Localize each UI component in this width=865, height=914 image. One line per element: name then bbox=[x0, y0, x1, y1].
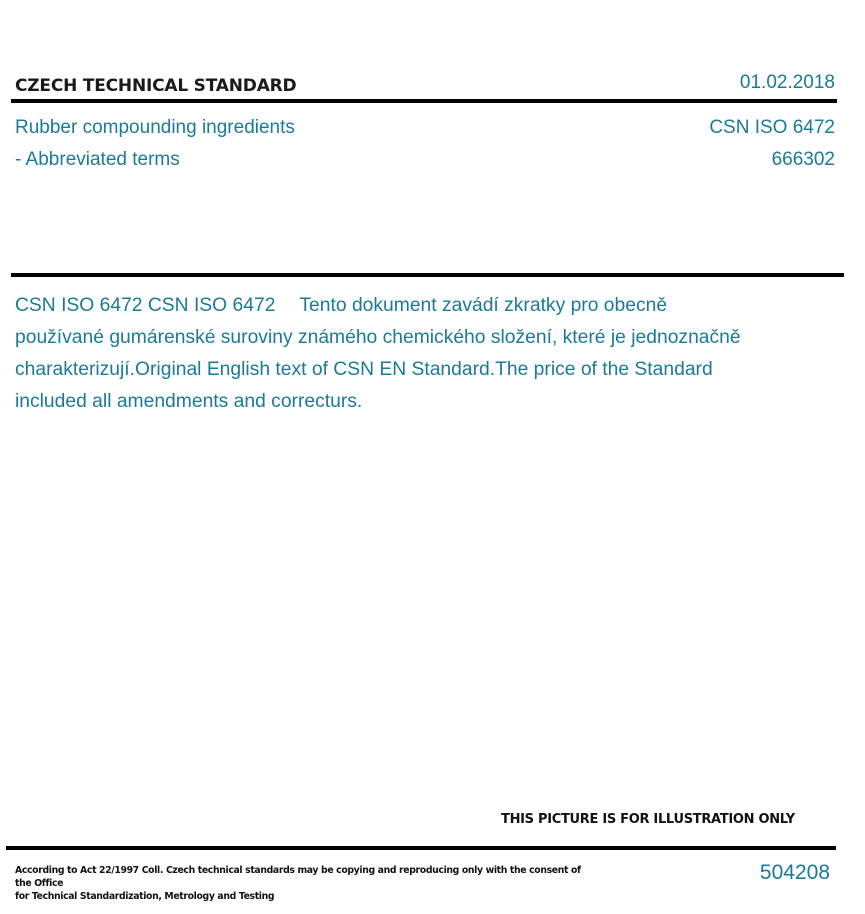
catalog-number: 504208 bbox=[759, 861, 830, 884]
description-text: Tento dokument zavádí zkratky pro obecně používané gumárenské suroviny známého chemického složení, které je jednoznačně charakterizují.Original English text of CSN EN Standard.The price of the Standard included all amendments and correcturs. bbox=[15, 295, 741, 412]
section-rule bbox=[11, 273, 844, 277]
legal-notice bbox=[15, 864, 595, 903]
footer-rule bbox=[6, 846, 836, 850]
legal-notice-line2: for Technical Standardization, Metrology and Testing bbox=[15, 891, 275, 902]
document-type-label: CZECH TECHNICAL STANDARD bbox=[15, 76, 297, 96]
illustration-note: THIS PICTURE IS FOR ILLUSTRATION ONLY bbox=[501, 812, 795, 827]
classification-number: 666302 bbox=[771, 149, 835, 170]
issue-date: 01.02.2018 bbox=[739, 72, 835, 93]
standard-title-line2: - Abbreviated terms bbox=[15, 149, 180, 170]
legal-notice-line1: According to Act 22/1997 Coll. Czech technical standards may be copying and reproducing only with the consent of the Office bbox=[15, 865, 581, 889]
description-block bbox=[15, 290, 760, 418]
description-codes: CSN ISO 6472 CSN ISO 6472 bbox=[15, 295, 276, 316]
standard-title-line1: Rubber compounding ingredients bbox=[15, 117, 295, 138]
header-rule bbox=[11, 99, 837, 103]
standard-code: CSN ISO 6472 bbox=[709, 117, 835, 138]
